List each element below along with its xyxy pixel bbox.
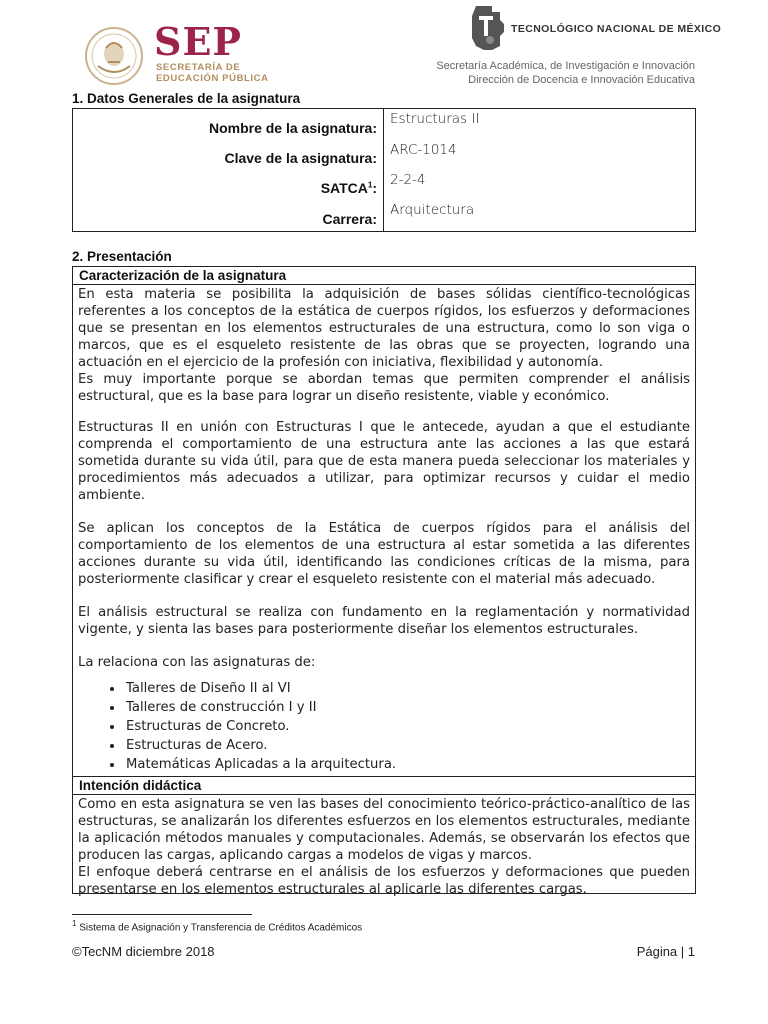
page-header <box>0 0 768 92</box>
sep-subtitle <box>156 62 286 84</box>
caracterizacion-body <box>73 285 695 776</box>
table-row <box>73 170 696 200</box>
sep-subtitle-line2: EDUCACIÓN PÚBLICA <box>156 73 269 84</box>
section2-title: 2. Presentación <box>72 249 172 264</box>
tecnm-logo <box>470 2 722 54</box>
footnote-mark: 1 <box>367 180 373 190</box>
satca-label: SATCA <box>320 180 368 197</box>
list-item: • Estructuras de Concreto. <box>124 717 690 736</box>
section1-title: 1. Datos Generales de la asignatura <box>72 91 301 106</box>
list-item: • Talleres de construcción I y II <box>124 698 690 717</box>
intencion-body <box>73 795 695 900</box>
sep-logo <box>84 19 274 86</box>
paragraph: Se aplican los conceptos de la Estática de cuerpos rígidos para el análisis del comportamiento de los elementos de una estructura al estar sometida a las diferentes acciones durante su vida útil, identificando las condiciones críticas de la misma, para posteriormente clasificar y crear el esqueleto resistente con el material más adecuado. <box>78 521 690 587</box>
footnote-mark: 1 <box>72 919 77 928</box>
related-subjects-list <box>78 679 690 774</box>
paragraph: Es muy importante porque se abordan temas que permiten comprender el análisis estructural, que es la base para lograr un diseño resistente, viable y económico. <box>78 372 690 404</box>
list-item: • Matemáticas Aplicadas a la arquitectura. <box>124 755 690 774</box>
footer-copyright: ©TecNM diciembre 2018 <box>72 944 215 959</box>
row-label: Nombre de la asignatura: <box>73 109 384 140</box>
row-value: 2-2-4 <box>390 171 426 188</box>
tecnm-name: TECNOLÓGICO NACIONAL DE MÉXICO <box>511 23 722 35</box>
footnote-text: Sistema de Asignación y Transferencia de Créditos Académicos <box>76 922 363 934</box>
row-label: Clave de la asignatura: <box>73 140 384 170</box>
row-value: ARC-1014 <box>390 141 457 158</box>
tecnm-gear-logo-icon <box>470 2 506 54</box>
paragraph: Como en esta asignatura se ven las bases del conocimiento teórico-práctico-analítico de las estructuras, se analizarán los diferentes esfuerzos en los elementos estructurales, mediante la aplicación métodos manuales y computacionales. Además, se observarán los efectos que producen las cargas, aplicando cargas a modelos de vigas y marcos. <box>78 797 690 863</box>
footer-page-number: Página | 1 <box>636 944 695 959</box>
mexican-coat-of-arms-icon <box>84 26 144 86</box>
presentation-table <box>72 266 696 897</box>
list-item: • Talleres de Diseño II al VI <box>124 679 690 698</box>
list-item: • Estructuras de Acero. <box>124 736 690 755</box>
general-data-table <box>72 108 696 232</box>
paragraph: Estructuras II en unión con Estructuras I que le antecede, ayudan a que el estudiante comprenda el comportamiento de una estructura ante las acciones a las que estará sometida durante su vida útil, para que de esta manera pueda seleccionar los materiales y procedimientos más adecuados a utilizar, para optimizar recursos y cuidar el medio ambiente. <box>78 420 690 503</box>
caracterizacion-heading: Caracterización de la asignatura <box>73 267 695 285</box>
row-value: Estructuras II <box>390 111 480 127</box>
paragraph: El análisis estructural se realiza con fundamento en la reglamentación y normatividad vigente, y sienta las bases para posteriormente diseñar los elementos estructurales. <box>78 605 690 637</box>
table-row <box>73 109 696 140</box>
paragraph: En esta materia se posibilita la adquisición de bases sólidas científico-tecnológicas referentes a los conceptos de la estática de cuerpos rígidos, los esfuerzos y deformaciones que se presentan en los elementos estructurales de una estructura, como lo son viga o marcos, que es el esqueleto resistente de las obras que se proyecten, logrando una actuación en el ejercicio de la profesión con iniciativa, flexibilidad y autonomía. <box>78 287 690 370</box>
sep-wordmark: SEP <box>154 19 242 64</box>
paragraph: La relaciona con las asignaturas de: <box>78 655 316 670</box>
header-affiliation <box>436 59 695 87</box>
footnote-divider <box>72 914 252 915</box>
header-line2: Dirección de Docencia e Innovación Educativa <box>468 74 695 86</box>
paragraph: El enfoque deberá centrarse en el análisis de los esfuerzos y deformaciones que pueden presentarse en los elementos estructurales al aplicarle las diferentes cargas. <box>78 865 690 897</box>
header-line1: Secretaría Académica, de Investigación e Innovación <box>436 60 695 72</box>
table-row <box>73 140 696 170</box>
row-value: Arquitectura <box>390 202 475 219</box>
sep-subtitle-line1: SECRETARÍA DE <box>156 62 241 73</box>
row-label: Carrera: <box>73 200 384 231</box>
row-label <box>73 170 384 200</box>
footnote <box>72 919 362 933</box>
table-row <box>73 200 696 231</box>
label-colon: : <box>372 180 377 197</box>
intencion-heading: Intención didáctica <box>73 776 695 795</box>
